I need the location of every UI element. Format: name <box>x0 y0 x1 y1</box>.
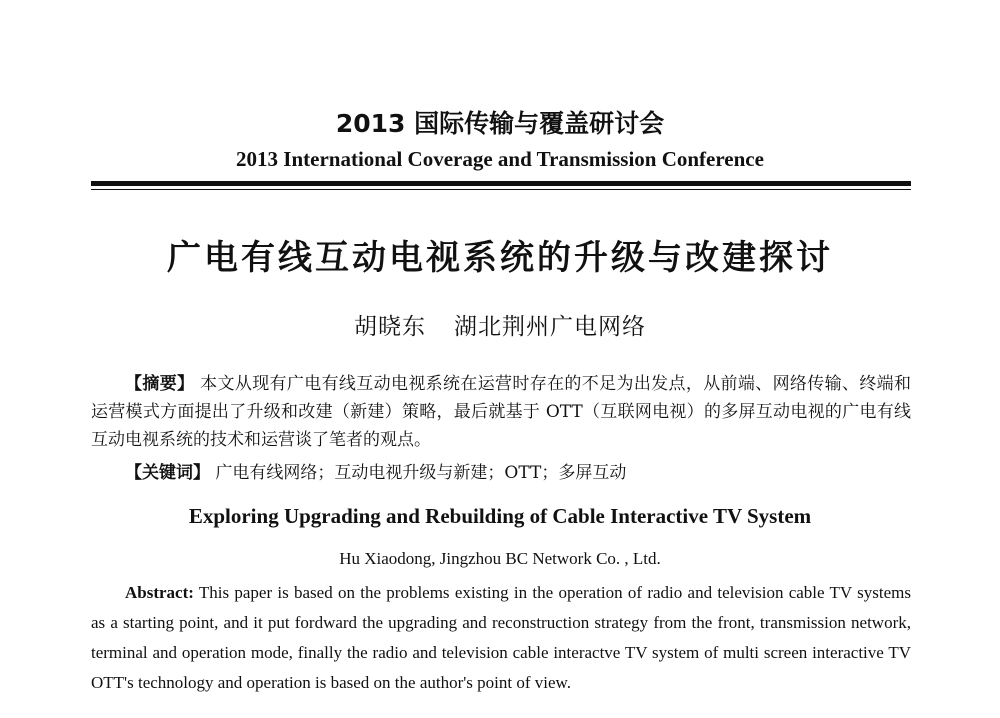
abstract-en-text: This paper is based on the problems existing in the operation of radio and television cable TV systems as a starting point, and it put fordward the upgrading and reconstruction strategy from the front, transmission network, terminal and operation mode, finally the radio and television cable interactve TV system of multi screen interactive TV OTT's technology and operation is based on the author's point of view. <box>91 583 911 692</box>
conference-name-cn: 2013 国际传输与覆盖研讨会 <box>335 109 665 138</box>
keywords-cn-label: 【关键词】 <box>125 463 210 483</box>
author-line-cn <box>0 312 1000 342</box>
keywords-cn-text: 广电有线网络；互动电视升级与新建；OTT；多屏互动 <box>215 463 627 483</box>
header-rule-thin <box>91 189 911 190</box>
author-name-cn: 胡晓东 <box>354 314 426 340</box>
author-affiliation-cn: 湖北荆州广电网络 <box>454 314 646 340</box>
abstract-en-label: Abstract: <box>125 583 194 602</box>
author-line-en: Hu Xiaodong, Jingzhou BC Network Co. , Ltd. <box>339 549 661 568</box>
abstract-cn-label: 【摘要】 <box>125 374 195 394</box>
paper-title-en: Exploring Upgrading and Rebuilding of Cable Interactive TV System <box>188 504 812 528</box>
header-rule-thick <box>91 181 911 186</box>
abstract-cn <box>91 370 911 454</box>
abstract-cn-text: 本文从现有广电有线互动电视系统在运营时存在的不足为出发点，从前端、网络传输、终端和运营模式方面提出了升级和改建（新建）策略，最后就基于 OTT（互联网电视）的多屏互动电视的广电有线互动电视系统的技术和运营谈了笔者的观点。 <box>91 374 912 450</box>
keywords-cn <box>125 459 911 487</box>
abstract-en <box>91 578 911 698</box>
paper-title-cn: 广电有线互动电视系统的升级与改建探讨 <box>167 238 833 278</box>
conference-name-en: 2013 International Coverage and Transmission Conference <box>236 147 764 171</box>
